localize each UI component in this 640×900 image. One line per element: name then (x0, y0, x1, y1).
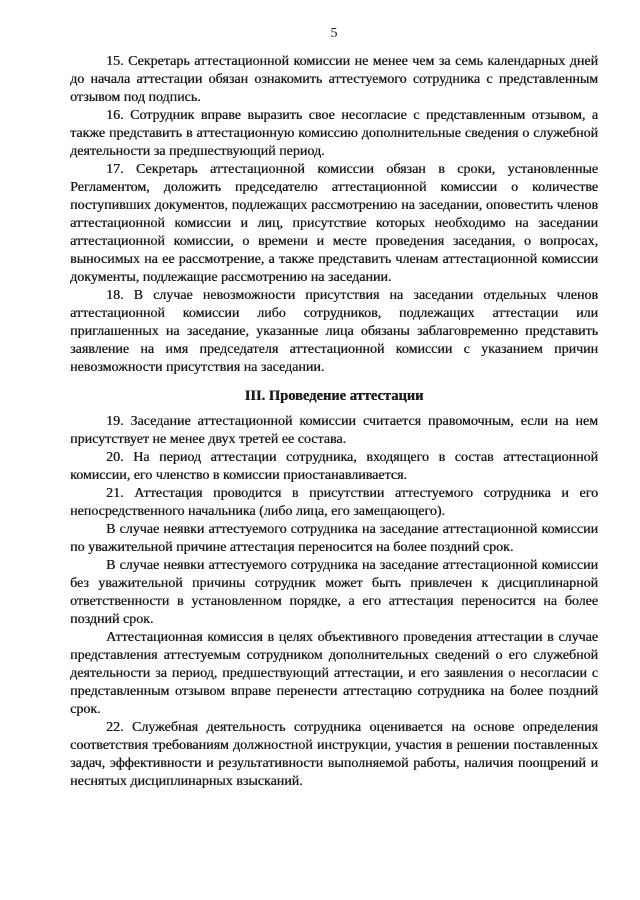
paragraph-21-sub-1: В случае неявки аттестуемого сотрудника на заседание аттестационной комиссии по уважительной причине аттестация переносится на более поздний срок. (70, 522, 598, 555)
paragraph-17: 17. Секретарь аттестационной комиссии обязан в сроки, установленные Регламентом, доложить председателю аттестационной комиссии о количестве поступивших документов, подлежащих рассмотрению на заседании, оповестить членов аттестационной комиссии и лиц, присутствие которых необходимо на заседании аттестационной комиссии, о времени и месте проведения заседания, о вопросах, выносимых на ее рассмотрение, а также представить членам аттестационной комиссии документы, подлежащие рассмотрению на заседании. (70, 162, 598, 285)
paragraph-21-sub-2: В случае неявки аттестуемого сотрудника на заседание аттестационной комиссии без уважительной причины сотрудник может быть привлечен к дисциплинарной ответственности в установленном порядке, а его аттестация переносится на более поздний срок. (70, 558, 598, 627)
page-number: 5 (330, 26, 338, 41)
document-body (0, 42, 640, 791)
paragraph-15: 15. Секретарь аттестационной комиссии не менее чем за семь календарных дней до начала аттестации обязан ознакомить аттестуемого сотрудника с представленным отзывом под подпись. (70, 54, 598, 105)
paragraph-21: 21. Аттестация проводится в присутствии аттестуемого сотрудника и его непосредственного начальника (либо лица, его замещающего). (70, 486, 598, 519)
section-header-iii: III. Проведение аттестации (244, 388, 424, 404)
paragraph-20: 20. На период аттестации сотрудника, входящего в состав аттестационной комиссии, его членство в комиссии приостанавливается. (70, 450, 598, 483)
paragraph-21-sub-3: Аттестационная комиссия в целях объективного проведения аттестации в случае представления аттестуемым сотрудником дополнительных сведений о его служебной деятельности за период, предшествующий аттестации, и его заявления о несогласии с представленным отзывом вправе перенести аттестацию сотрудника на более поздний срок. (70, 630, 598, 717)
paragraph-18: 18. В случае невозможности присутствия на заседании отдельных членов аттестационной комиссии либо сотрудников, подлежащих аттестации или приглашенных на заседание, указанные лица обязаны заблаговременно представить заявление на имя председателя аттестационной комиссии с указанием причин невозможности присутствия на заседании. (70, 288, 598, 375)
paragraph-16: 16. Сотрудник вправе выразить свое несогласие с представленным отзывом, а также представить в аттестационную комиссию дополнительные сведения о служебной деятельности за предшествующий период. (70, 108, 598, 159)
paragraph-19: 19. Заседание аттестационной комиссии считается правомочным, если на нем присутствует не менее двух третей ее состава. (70, 414, 598, 447)
paragraph-22: 22. Служебная деятельность сотрудника оценивается на основе определения соответствия требованиям должностной инструкции, участия в решении поставленных задач, эффективности и результативности выполняемой работы, наличия поощрений и неснятых дисциплинарных взысканий. (70, 720, 598, 789)
